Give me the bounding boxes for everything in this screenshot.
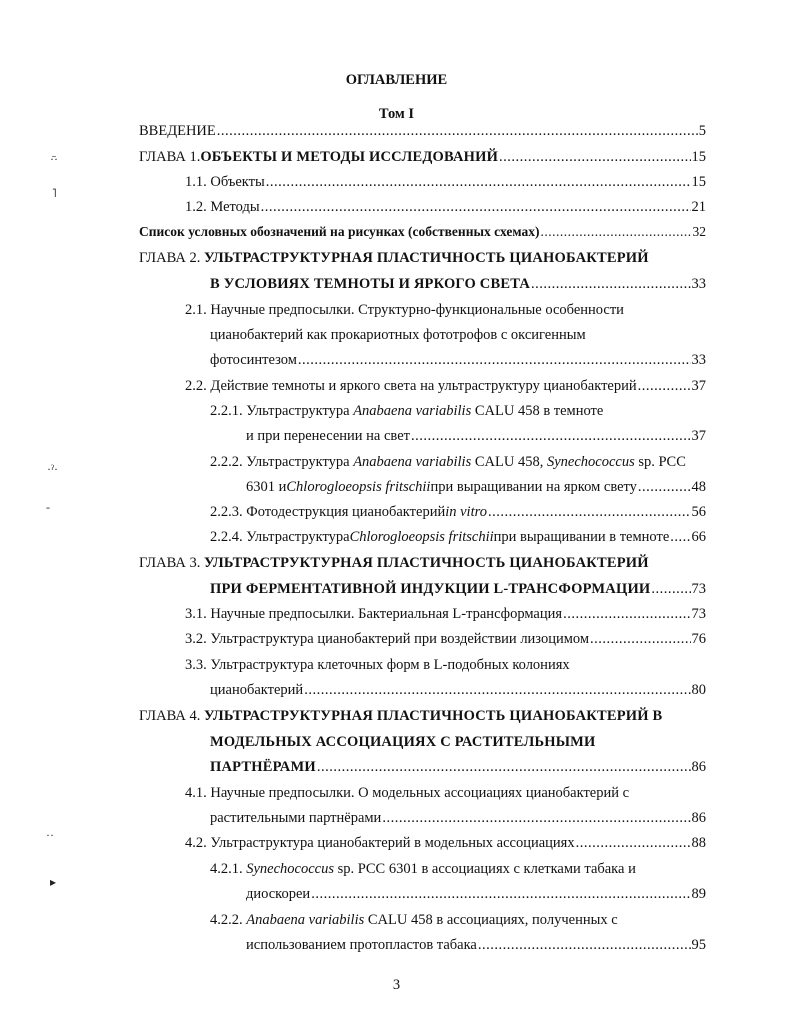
entry-page: 37 — [691, 378, 706, 394]
entry-label: растительными партнёрами — [210, 810, 382, 826]
entry-label: 1.1. Объекты — [185, 174, 265, 190]
entry-label: и при перенесении на свет — [246, 428, 410, 444]
toc-entry-3-2[interactable] — [185, 629, 706, 649]
entry-label: 2.2.1. Ультраструктура — [210, 403, 354, 419]
entry-label-rest: CALU 458 в ассоциациях, полученных с — [364, 912, 618, 928]
chapter-title: УЛЬТРАСТРУКТУРНАЯ ПЛАСТИЧНОСТЬ ЦИАНОБАКТЕРИЙ — [203, 250, 649, 266]
entry-page: 88 — [691, 835, 706, 851]
entry-label: цианобактерий как прокариотных фототрофов с оксигенным — [210, 327, 586, 343]
entry-label-rest: sp. PCC 6301 в ассоциациях с клетками табака и — [334, 861, 636, 877]
entry-label: 1.2. Методы — [185, 199, 260, 215]
toc-entry-2-2-3[interactable] — [210, 502, 706, 522]
entry-page: 15 — [691, 174, 706, 190]
entry-page: 15 — [691, 149, 706, 165]
chapter-prefix: ГЛАВА 1. — [139, 149, 201, 165]
species-name: Chlorogloeopsis fritschii — [286, 479, 431, 495]
toc-entry-4-2[interactable] — [185, 833, 706, 853]
entry-label: 2.2.4. Ультраструктура — [210, 529, 350, 545]
chapter-title: ПАРТНЁРАМИ — [210, 759, 316, 775]
toc-entry-4-1[interactable] — [185, 783, 629, 803]
toc-entry-introduction[interactable] — [139, 121, 706, 141]
entry-page: 86 — [691, 810, 706, 826]
toc-entry-2-1[interactable] — [185, 300, 624, 320]
toc-entry-3-3[interactable] — [185, 655, 570, 675]
toc-entry-chapter-4[interactable] — [139, 706, 662, 726]
entry-label: 4.2.1. — [210, 861, 247, 877]
entry-page: 95 — [691, 937, 706, 953]
toc-entry-4-2-2[interactable] — [210, 910, 618, 930]
toc-heading: ОГЛАВЛЕНИЕ — [345, 72, 448, 88]
toc-entry-2-2-2-cont[interactable] — [246, 477, 706, 497]
chapter-title: УЛЬТРАСТРУКТУРНАЯ ПЛАСТИЧНОСТЬ ЦИАНОБАКТЕРИЙ В — [203, 708, 663, 724]
chapter-prefix: ГЛАВА 4. — [139, 708, 204, 724]
toc-entry-4-2-1-cont[interactable] — [246, 884, 706, 904]
entry-page: 48 — [691, 479, 706, 495]
entry-label: цианобактерий — [210, 682, 304, 698]
chapter-title: В УСЛОВИЯХ ТЕМНОТЫ И ЯРКОГО СВЕТА — [210, 276, 531, 292]
toc-entry-1-2[interactable] — [185, 197, 706, 217]
chapter-prefix: ГЛАВА 3. — [139, 555, 204, 571]
species-name-2: Synechococcus — [546, 454, 635, 470]
toc-entry-2-2-2[interactable] — [210, 452, 686, 472]
toc-entry-4-2-2-cont[interactable] — [246, 935, 706, 955]
entry-page: 73 — [691, 581, 706, 597]
entry-label: диоскореи — [246, 886, 311, 902]
entry-label: фотосинтезом — [210, 352, 297, 368]
species-name: Anabaena variabilis — [353, 454, 472, 470]
entry-label: 2.2. Действие темноты и яркого света на ультраструктуру цианобактерий — [185, 378, 637, 394]
toc-entry-chapter-1[interactable] — [139, 147, 706, 167]
toc-entry-chapter-2-cont[interactable] — [210, 274, 706, 294]
entry-page: 89 — [691, 886, 706, 902]
toc-entry-chapter-4-cont2[interactable] — [210, 757, 706, 777]
entry-label: 3.1. Научные предпосылки. Бактериальная L-трансформация — [185, 606, 563, 622]
toc-entry-chapter-3-cont[interactable] — [210, 579, 706, 599]
entry-page: 37 — [691, 428, 706, 444]
chapter-title: УЛЬТРАСТРУКТУРНАЯ ПЛАСТИЧНОСТЬ ЦИАНОБАКТЕРИЙ — [203, 555, 649, 571]
entry-label: 3.2. Ультраструктура цианобактерий при воздействии лизоцимом — [185, 631, 590, 647]
chapter-title: МОДЕЛЬНЫХ АССОЦИАЦИЯХ С РАСТИТЕЛЬНЫМИ — [210, 734, 596, 750]
toc-entry-3-3-cont[interactable] — [210, 680, 706, 700]
margin-mark-3: ·ˀ· — [47, 462, 58, 476]
toc-entry-2-2-1-cont[interactable] — [246, 426, 706, 446]
chapter-prefix: ГЛАВА 2. — [139, 250, 204, 266]
entry-label: 2.1. Научные предпосылки. Структурно-функциональные особенности — [185, 302, 624, 318]
species-name: in vitro — [445, 504, 487, 520]
entry-label: 4.1. Научные предпосылки. О модельных ассоциациях цианобактерий с — [185, 785, 630, 801]
entry-page: 21 — [691, 199, 706, 215]
entry-label: 2.2.2. Ультраструктура — [210, 454, 354, 470]
toc-entry-4-1-cont[interactable] — [210, 808, 706, 828]
entry-label: 2.2.3. Фотодеструкция цианобактерий — [210, 504, 446, 520]
entry-page: 76 — [691, 631, 706, 647]
toc-entry-3-1[interactable] — [185, 604, 706, 624]
toc-entry-1-1[interactable] — [185, 172, 706, 192]
entry-label-rest: при выращивании на ярком свету — [430, 479, 637, 495]
entry-label-rest-2: sp. PCC — [634, 454, 686, 470]
entry-page: 86 — [691, 759, 706, 775]
toc-entry-chapter-3[interactable] — [139, 553, 649, 573]
entry-label: 6301 и — [246, 479, 287, 495]
entry-page: 33 — [691, 276, 706, 292]
chapter-title: ПРИ ФЕРМЕНТАТИВНОЙ ИНДУКЦИИ L-ТРАНСФОРМАЦИИ — [210, 581, 651, 597]
toc-entry-2-2-4[interactable] — [210, 527, 706, 547]
species-name: Anabaena variabilis — [246, 912, 365, 928]
margin-mark-4: - — [46, 500, 50, 514]
toc-entry-legend-list[interactable] — [139, 222, 706, 242]
toc-entry-chapter-2[interactable] — [139, 248, 649, 268]
entry-page: 80 — [691, 682, 706, 698]
entry-label: ВВЕДЕНИЕ — [139, 123, 216, 139]
margin-mark-5: ·· — [46, 828, 54, 842]
entry-label: 3.3. Ультраструктура клеточных форм в L-подобных колониях — [185, 657, 570, 673]
entry-label-rest: CALU 458 в темноте — [471, 403, 604, 419]
margin-mark-6: ▸ — [50, 875, 57, 889]
entry-label: 4.2.2. — [210, 912, 247, 928]
toc-entry-2-1-cont — [210, 325, 586, 345]
toc-entry-2-1-cont2[interactable] — [210, 350, 706, 370]
entry-page: 73 — [691, 606, 706, 622]
chapter-title: ОБЪЕКТЫ И МЕТОДЫ ИССЛЕДОВАНИЙ — [200, 149, 499, 165]
margin-mark-2: ˥ — [52, 186, 57, 200]
entry-page: 66 — [691, 529, 706, 545]
entry-label: использованием протопластов табака — [246, 937, 477, 953]
page-number: 3 — [392, 977, 401, 993]
species-name: Chlorogloeopsis fritschii — [349, 529, 494, 545]
entry-page: 33 — [691, 352, 706, 368]
entry-label: 4.2. Ультраструктура цианобактерий в модельных ассоциациях — [185, 835, 575, 851]
entry-page: 56 — [691, 504, 706, 520]
species-name: Synechococcus — [246, 861, 335, 877]
toc-entry-chapter-4-cont — [210, 732, 596, 752]
entry-page: 5 — [698, 123, 706, 139]
species-name: Anabaena variabilis — [353, 403, 472, 419]
margin-mark-1: ·̄· — [50, 152, 58, 166]
entry-page: 32 — [692, 224, 706, 239]
toc-entry-4-2-1[interactable] — [210, 859, 636, 879]
entry-label: Список условных обозначений на рисунках (собственных схемах) — [139, 224, 540, 239]
volume-label: Том I — [378, 106, 415, 122]
entry-label-rest: при выращивании в темноте — [493, 529, 670, 545]
entry-label-rest: CALU 458, — [471, 454, 547, 470]
toc-entry-2-2-1[interactable] — [210, 401, 603, 421]
toc-entry-2-2[interactable] — [185, 376, 706, 396]
